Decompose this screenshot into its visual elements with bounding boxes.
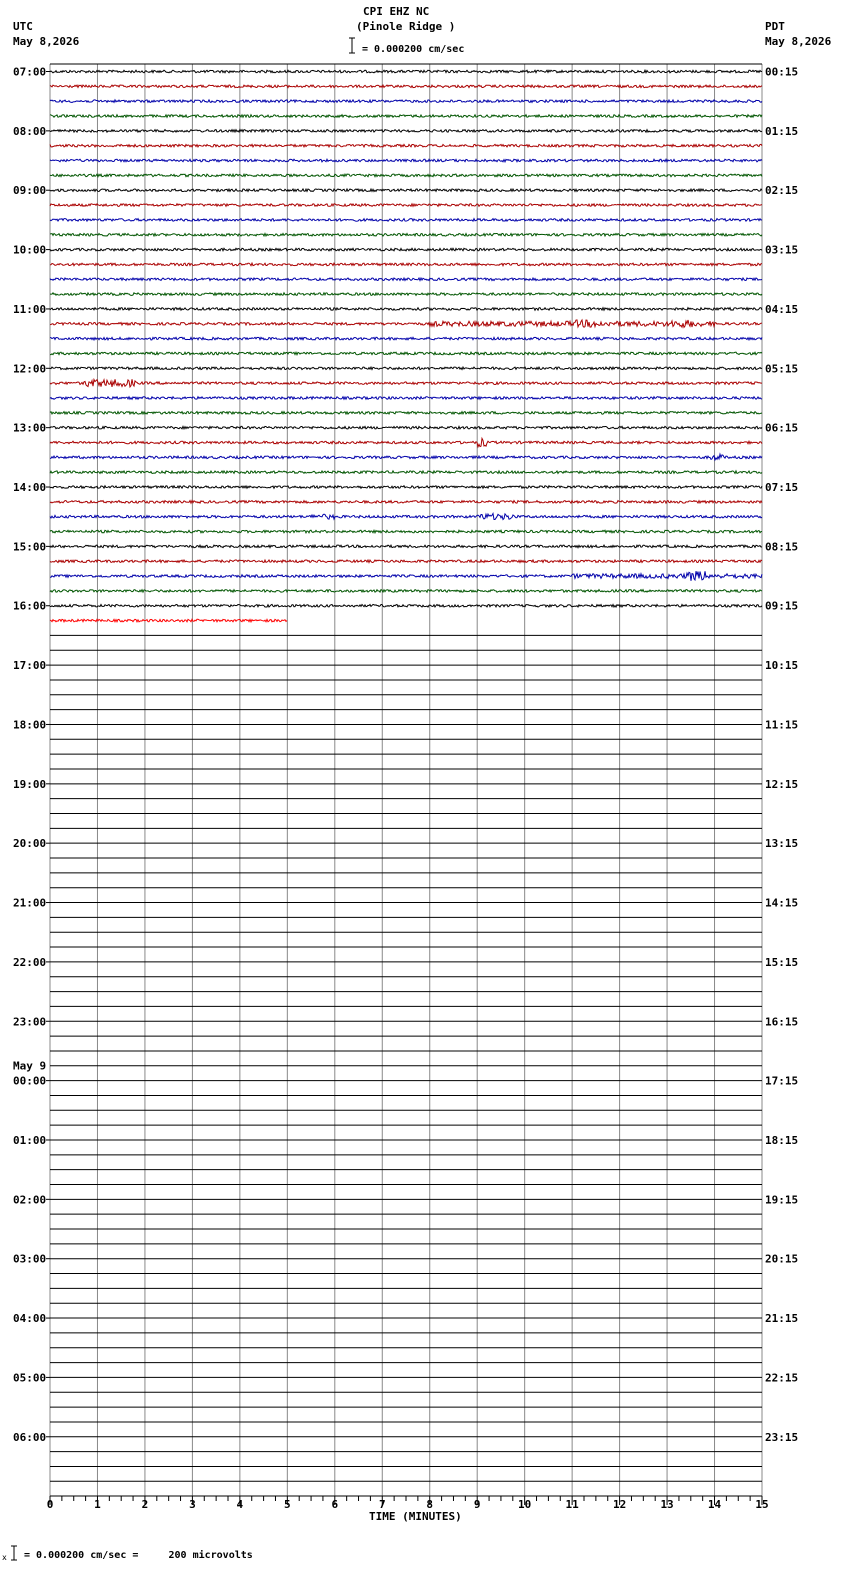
pdt-hour-label: 23:15 — [765, 1430, 799, 1444]
seismic-trace — [50, 426, 762, 429]
utc-hour-label: 20:00 — [13, 837, 47, 851]
x-tick-label: 10 — [518, 1498, 532, 1511]
pdt-hour-label: 10:15 — [765, 659, 799, 673]
station-title: CPI EHZ NC — [363, 5, 430, 18]
utc-hour-label: 04:00 — [13, 1312, 47, 1326]
utc-hour-label: 11:00 — [13, 302, 47, 316]
seismic-trace — [50, 278, 762, 281]
date-change-label: May 9 — [13, 1059, 47, 1073]
pdt-hour-label: 05:15 — [765, 362, 799, 376]
seismic-trace — [50, 320, 762, 327]
x-tick-label: 8 — [426, 1498, 434, 1511]
pdt-hour-label: 15:15 — [765, 955, 799, 969]
utc-hour-label: 12:00 — [13, 362, 47, 376]
utc-hour-label: 01:00 — [13, 1133, 47, 1147]
seismic-trace — [50, 501, 762, 504]
seismic-trace — [50, 263, 762, 266]
seismic-trace — [50, 352, 762, 355]
pdt-hour-label: 18:15 — [765, 1133, 799, 1147]
utc-hour-label: 21:00 — [13, 896, 47, 910]
utc-hour-label: 19:00 — [13, 777, 47, 791]
utc-hour-label: 16:00 — [13, 599, 47, 613]
x-axis-title: TIME (MINUTES) — [369, 1510, 462, 1523]
seismic-trace — [50, 590, 762, 593]
pdt-hour-label: 02:15 — [765, 184, 799, 198]
pdt-hour-label: 07:15 — [765, 481, 799, 495]
utc-hour-label: 03:00 — [13, 1252, 47, 1266]
utc-hour-label: 14:00 — [13, 481, 47, 495]
x-tick-label: 3 — [189, 1498, 196, 1511]
seismic-trace — [50, 571, 762, 581]
utc-hour-label: 23:00 — [13, 1015, 47, 1029]
utc-hour-label: 09:00 — [13, 184, 47, 198]
seismic-trace — [50, 174, 762, 177]
utc-hour-label: 05:00 — [13, 1371, 47, 1385]
pdt-hour-label: 04:15 — [765, 302, 799, 316]
seismic-trace — [50, 293, 762, 296]
seismic-trace — [50, 159, 762, 162]
seismic-trace — [50, 367, 762, 370]
x-tick-label: 0 — [46, 1498, 54, 1511]
seismic-trace — [50, 454, 762, 460]
utc-hour-label: 08:00 — [13, 124, 47, 138]
pdt-zone-label: PDT — [765, 20, 785, 33]
pdt-hour-label: 08:15 — [765, 540, 799, 554]
pdt-hour-label: 19:15 — [765, 1193, 799, 1207]
pdt-hour-label: 16:15 — [765, 1015, 799, 1029]
pdt-hour-label: 06:15 — [765, 421, 799, 435]
x-tick-label: 9 — [473, 1498, 481, 1511]
seismic-traces — [50, 70, 762, 1481]
x-tick-label: 15 — [755, 1498, 769, 1511]
seismic-trace — [50, 604, 762, 607]
seismic-trace — [50, 471, 762, 474]
pdt-hour-label: 13:15 — [765, 837, 799, 851]
station-location: (Pinole Ridge ) — [356, 20, 456, 33]
utc-hour-label: 02:00 — [13, 1193, 47, 1207]
x-tick-label: 4 — [236, 1498, 244, 1511]
x-tick-label: 14 — [707, 1498, 722, 1511]
bottom-scale-marker: x — [2, 1553, 7, 1562]
pdt-hour-label: 14:15 — [765, 896, 799, 910]
seismic-trace — [50, 337, 762, 340]
pdt-hour-label: 11:15 — [765, 718, 799, 732]
pdt-hour-label: 22:15 — [765, 1371, 799, 1385]
x-tick-label: 6 — [331, 1498, 339, 1511]
pdt-hour-label: 09:15 — [765, 599, 799, 613]
seismic-trace — [50, 379, 762, 387]
seismic-trace — [50, 189, 762, 192]
seismic-trace — [50, 219, 762, 222]
seismic-trace — [50, 530, 762, 533]
seismic-trace — [50, 545, 762, 548]
utc-hour-label: 22:00 — [13, 955, 47, 969]
seismic-trace — [50, 115, 762, 118]
seismic-trace — [50, 100, 762, 103]
x-tick-label: 13 — [660, 1498, 674, 1511]
seismic-trace — [50, 412, 762, 415]
seismic-trace — [50, 438, 762, 446]
utc-hour-label: 17:00 — [13, 659, 47, 673]
seismic-trace — [50, 248, 762, 251]
pdt-hour-label: 03:15 — [765, 243, 799, 257]
seismic-trace — [50, 144, 762, 147]
utc-hour-label: 15:00 — [13, 540, 47, 554]
seismic-trace — [50, 308, 762, 311]
utc-hour-label: 18:00 — [13, 718, 47, 732]
bottom-scale-label: = 0.000200 cm/sec = 200 microvolts — [24, 1550, 253, 1561]
x-tick-label: 5 — [284, 1498, 291, 1511]
pdt-hour-label: 00:15 — [765, 65, 799, 79]
seismic-trace — [50, 486, 762, 489]
utc-hour-label: 07:00 — [13, 65, 47, 79]
pdt-hour-label: 17:15 — [765, 1074, 799, 1088]
pdt-hour-label: 20:15 — [765, 1252, 799, 1266]
x-tick-label: 11 — [565, 1498, 579, 1511]
pdt-hour-label: 12:15 — [765, 777, 799, 791]
pdt-hour-label: 01:15 — [765, 124, 799, 138]
utc-zone-label: UTC — [13, 20, 33, 33]
utc-hour-label: 00:00 — [13, 1074, 47, 1088]
utc-hour-label: 10:00 — [13, 243, 47, 257]
seismic-trace — [50, 233, 762, 236]
x-tick-label: 1 — [94, 1498, 101, 1511]
seismic-trace — [50, 130, 762, 133]
x-tick-label: 7 — [378, 1498, 386, 1511]
seismic-trace — [50, 204, 762, 207]
utc-hour-label: 06:00 — [13, 1430, 47, 1444]
x-tick-label: 12 — [612, 1498, 627, 1511]
seismic-trace — [50, 560, 762, 563]
seismic-trace — [50, 514, 762, 520]
seismic-trace — [50, 619, 287, 622]
time-axis — [47, 1496, 769, 1511]
seismic-trace — [50, 70, 762, 73]
top-scale-bar — [349, 38, 355, 53]
utc-hour-label: 13:00 — [13, 421, 47, 435]
top-scale-label: = 0.000200 cm/sec — [362, 44, 465, 55]
x-tick-label: 2 — [141, 1498, 149, 1511]
pdt-date-label: May 8,2026 — [765, 35, 832, 48]
seismic-trace — [50, 85, 762, 88]
bottom-scale-bar — [11, 1546, 17, 1560]
utc-date-label: May 8,2026 — [13, 35, 80, 48]
pdt-hour-label: 21:15 — [765, 1312, 799, 1326]
seismic-trace — [50, 397, 762, 400]
